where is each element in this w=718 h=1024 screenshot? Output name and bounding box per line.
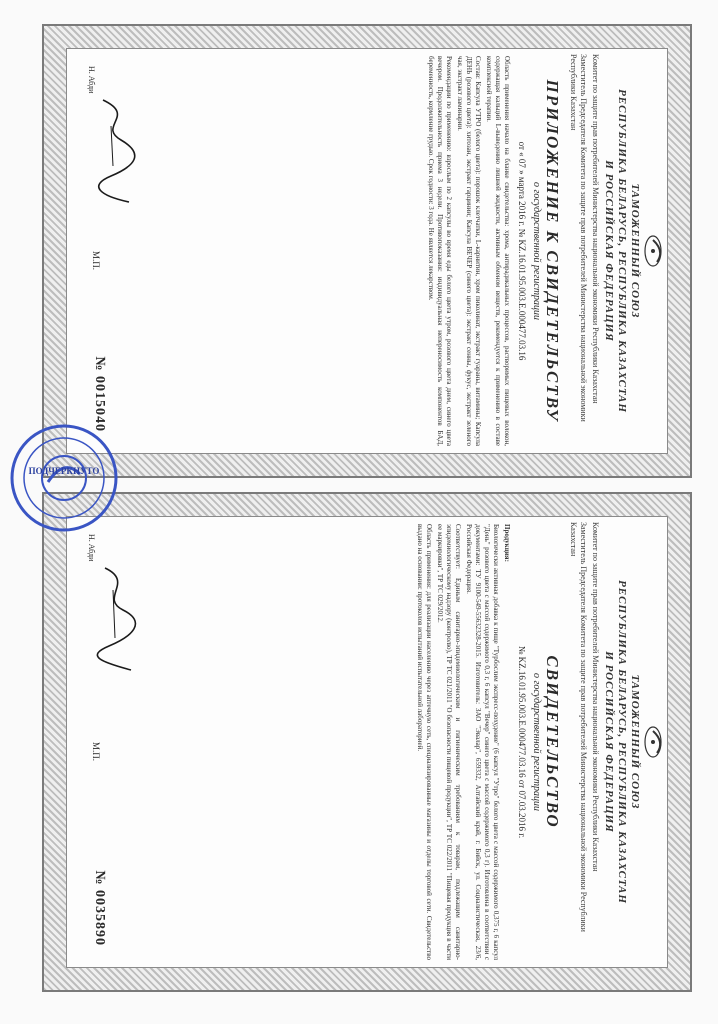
deputy-chairman: Заместитель Председателя Комитета по защите прав потребителей Министерства национальной экономики Республики Казахстан [569, 54, 588, 422]
annex-paragraph-application: Область применения начало на бланке свидетельства: хрома, антирадикальных процессов, растворимых пищевых волокон, содержащая кальций L-выведению лишней жидкости, активным обменом веществ, рекомендуется к применению в составе комплексной терапии. [485, 56, 511, 446]
issuing-authority: Комитет по защите прав потребителей Министерства национальной экономики Республики Казахстан [591, 522, 600, 872]
issuing-authority: Комитет по защите прав потребителей Министерства национальной экономики Республики Казахстан [591, 54, 600, 404]
deputy-chairman: Заместитель Председателя Комитета по защите прав потребителей Министерства национальной экономики Республики Казахстан [569, 522, 588, 932]
annex-paragraph-usage: Рекомендации по применению: взрослым по 2 капсулы во время еды белого цвета утром, розового цвета днем, синего цвета вечером. Продолжительность приема 3 недели. Противопоказания: индивидуальная непереносимость компонентов БАД, беременность, кормление грудью. Срок годности: 3 года. Не является лекарством. [427, 56, 453, 446]
certificate-main [42, 492, 692, 992]
seal-placeholder: М.П. [91, 742, 101, 762]
product-label: Продукция: [503, 524, 511, 562]
stamp-text: ПОДЧЕРКНУТО [28, 466, 100, 476]
form-serial-number: № 0035890 [92, 870, 107, 946]
document-title: ПРИЛОЖЕНИЕ К СВИДЕТЕЛЬСТВУ [543, 79, 562, 423]
header-union: ТАМОЖЕННЫЙ СОЮЗ [629, 674, 641, 810]
customs-union-logo-icon [643, 725, 667, 759]
product-description: Биологически активная добавка к пище "Турбослим экспресс-похудение" (6 капсул "Утро" белого цвета с массой содержимого 0,375 г, 6 капсул "День" розового цвета с массой содержимого 0,3 г, 6 капсул "Вечер" синего цвета с массой содержимого 0,3 г). Изготовлена в соответствии с документами: ТУ 9100-549-55632328-2015. Изготовитель: ЗАО "Эвалар", 659332, Алтайский край, г. Бийск, ул. Социалистическая, 23/6, Российская Федерация. [465, 524, 500, 960]
official-stamp [8, 422, 120, 534]
header-russia: И РОССИЙСКАЯ ФЕДЕРАЦИЯ [603, 160, 615, 342]
certificate-main-body [66, 516, 668, 968]
customs-union-logo-icon [643, 234, 667, 268]
signature-row [81, 524, 141, 960]
header-countries: РЕСПУБЛИКА БЕЛАРУСЬ, РЕСПУБЛИКА КАЗАХСТАН [616, 580, 628, 904]
round-seal-icon [8, 422, 120, 534]
header-russia: И РОССИЙСКАЯ ФЕДЕРАЦИЯ [603, 651, 615, 833]
compliance-paragraph: Соответствует: Единым санитарно-эпидемиологическим и гигиеническим требованиям к товарам, подлежащим санитарно-эпидемиологическому надзору (контролю), ТР ТС 021/2011 "О безопасности пищевой продукции", ТР ТС 022/2011 "Пищевая продукция в части ее маркировки", ТР ТС 029/2012. [436, 524, 462, 960]
registration-number: № KZ.16.01.95.003.Е.000477.03.16 от 07.03.2016 г. [517, 645, 527, 839]
document-subtitle: о государственной регистрации [531, 672, 542, 812]
signer-name: Н. Абди [87, 534, 96, 562]
document-title: СВИДЕТЕЛЬСТВО [543, 655, 562, 829]
certificate-main-content [67, 516, 667, 968]
registration-date-number: от « 07 » марта 2016 г. № KZ.16.01.95.003.Е.000477.03.16 [517, 141, 527, 361]
signer-name: Н. Абди [87, 66, 96, 94]
annex-paragraph-composition: Состав: Капсула УТРО (белого цвета): порошок клетчатки, L-карнитин, хром пиколинат, экстракт гуараны, витамины; Капсула ДЕНЬ (розового цвета): хитозан, экстракт гарцинии; Капсула ВЕЧЕР (синего цвета): экстракт сенны, фукус, экстракт зеленого чая, экстракт ламинарии. [456, 56, 482, 446]
signature-icon [95, 564, 141, 674]
header-countries: РЕСПУБЛИКА БЕЛАРУСЬ, РЕСПУБЛИКА КАЗАХСТАН [616, 89, 628, 413]
certificate-annex [42, 24, 692, 478]
signature-row [81, 56, 141, 446]
document-subtitle: о государственной регистрации [531, 181, 542, 321]
certificate-annex-content [67, 48, 667, 454]
header-union: ТАМОЖЕННЫЙ СОЮЗ [629, 183, 641, 319]
form-serial-number: № 0015040 [92, 356, 107, 432]
signature-icon [95, 96, 141, 206]
application-paragraph: Область применения: для реализации населению через аптечную сеть, специализированные магазины и отделы торговой сети. Свидетельство выдано на основании: протоколов испытаний испытательной лабораторией. [416, 524, 433, 960]
certificate-annex-body [66, 48, 668, 454]
seal-placeholder: М.П. [91, 251, 101, 271]
